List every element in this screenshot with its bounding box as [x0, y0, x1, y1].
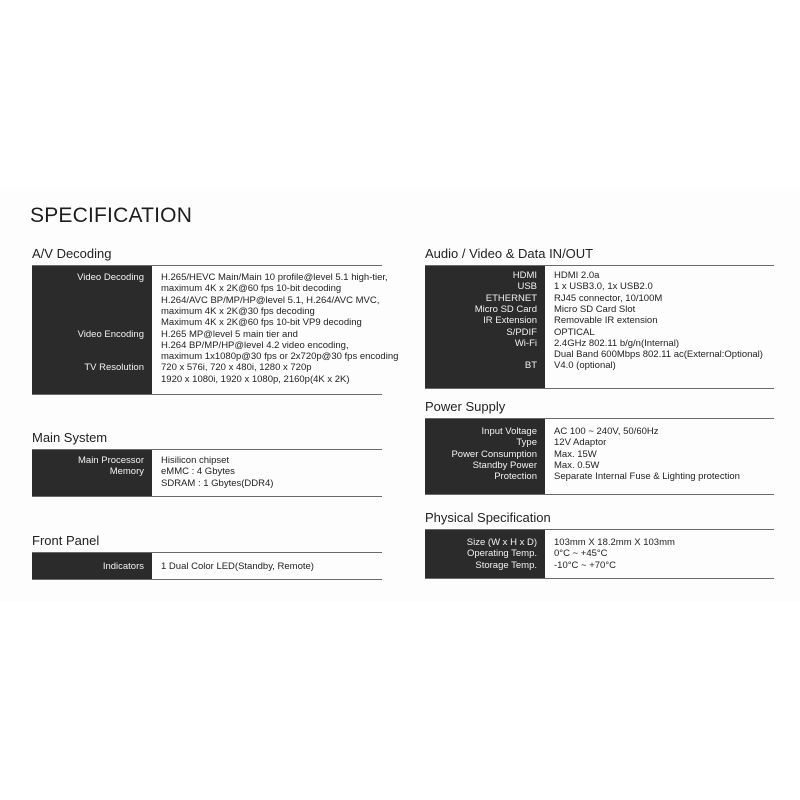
spec-value: Maximum 4K x 2K@60 fps 10-bit VP9 decoding [161, 317, 362, 329]
spec-value: RJ45 connector, 10/100M [554, 292, 663, 304]
spec-label: Wi-Fi [514, 337, 537, 349]
spec-value: H.265 MP@level 5 main tier and [161, 328, 298, 340]
section-title-main-system: Main System [32, 430, 108, 445]
spec-value: Max. 0.5W [554, 459, 600, 471]
spec-label: Type [516, 437, 537, 449]
section-title-av-decoding: A/V Decoding [32, 246, 112, 261]
spec-label: Micro SD Card [474, 303, 537, 315]
spec-row [32, 560, 382, 573]
spec-value: AC 100 ~ 240V, 50/60Hz [554, 426, 659, 437]
spec-label: Input Voltage [481, 426, 537, 437]
spec-value: H.264 BP/MP/HP@level 4.2 video encoding, [161, 339, 349, 351]
spec-value: maximum 4K x 2K@30 fps decoding [161, 305, 315, 317]
section-title-physical: Physical Specification [425, 510, 551, 525]
section-title-io: Audio / Video & Data IN/OUT [425, 246, 594, 261]
spec-value: 103mm X 18.2mm X 103mm [554, 537, 675, 548]
spec-value: Hisilicon chipset [161, 455, 230, 466]
spec-label: Power Consumption [451, 448, 537, 460]
spec-row [425, 559, 774, 572]
spec-value: HDMI 2.0a [554, 270, 600, 281]
spec-value: 12V Adaptor [554, 437, 607, 449]
spec-value: OPTICAL [554, 326, 595, 338]
spec-label: ETHERNET [485, 292, 537, 304]
spec-value: 1920 x 1080i, 1920 x 1080p, 2160p(4K x 2K) [161, 373, 350, 385]
physical-spec-table [425, 529, 774, 579]
spec-value: maximum 4K x 2K@60 fps 10-bit decoding [161, 283, 342, 295]
spec-value: V4.0 (optional) [554, 360, 616, 372]
section-title-front-panel: Front Panel [32, 533, 100, 548]
spec-label: Main Processor [78, 455, 144, 466]
main-system-table [32, 449, 382, 497]
spec-label: Video Decoding [77, 272, 144, 283]
spec-value: Max. 15W [554, 448, 597, 460]
spec-label: USB [517, 281, 537, 293]
spec-label: BT [524, 360, 537, 372]
spec-value: SDRAM : 1 Gbytes(DDR4) [161, 477, 274, 489]
spec-label: Memory [109, 466, 144, 478]
spec-value: maximum 1x1080p@30 fps or 2x720p@30 fps encoding [161, 351, 399, 363]
spec-label: Protection [494, 471, 537, 483]
spec-row [425, 470, 774, 483]
section-title-power-supply: Power Supply [425, 399, 506, 414]
spec-value: Micro SD Card Slot [554, 303, 636, 315]
spec-value: 720 x 576i, 720 x 480i, 1280 x 720p [161, 362, 312, 374]
av-decoding-table [32, 265, 399, 395]
spec-label: Storage Temp. [475, 559, 537, 571]
spec-value: 1 Dual Color LED(Standby, Remote) [161, 561, 314, 572]
spec-value: Separate Internal Fuse & Lighting protection [554, 471, 740, 483]
io-table [425, 265, 774, 389]
spec-row [425, 359, 774, 372]
spec-value: Dual Band 600Mbps 802.11 ac(External:Optional) [554, 349, 763, 361]
page-title: SPECIFICATION [30, 204, 193, 227]
spec-label: TV Resolution [84, 362, 144, 374]
spec-value: H.264/AVC BP/MP/HP@level 5.1, H.264/AVC MVC, [161, 294, 380, 306]
power-supply-table [425, 418, 774, 495]
spec-value: 0°C ~ +45°C [554, 548, 608, 560]
spec-row [32, 373, 382, 386]
spec-label: Indicators [102, 561, 144, 572]
spec-label: S/PDIF [506, 326, 537, 338]
spec-label: Size (W x H x D) [466, 537, 537, 548]
spec-label: Operating Temp. [466, 548, 537, 560]
spec-value: H.265/HEVC Main/Main 10 profile@level 5.1 high-tier, [161, 272, 388, 283]
spec-value: 1 x USB3.0, 1x USB2.0 [554, 281, 653, 293]
spec-value: Removable IR extension [554, 315, 658, 327]
spec-label: IR Extension [483, 315, 537, 327]
spec-label: Standby Power [472, 459, 537, 471]
front-panel-table [32, 552, 382, 580]
spec-label: HDMI [512, 270, 537, 281]
spec-value: eMMC : 4 Gbytes [161, 466, 235, 478]
spec-row [32, 477, 382, 490]
spec-label: Video Encoding [77, 328, 144, 340]
spec-value: -10°C ~ +70°C [554, 559, 616, 571]
spec-value: 2.4GHz 802.11 b/g/n(Internal) [554, 337, 679, 349]
